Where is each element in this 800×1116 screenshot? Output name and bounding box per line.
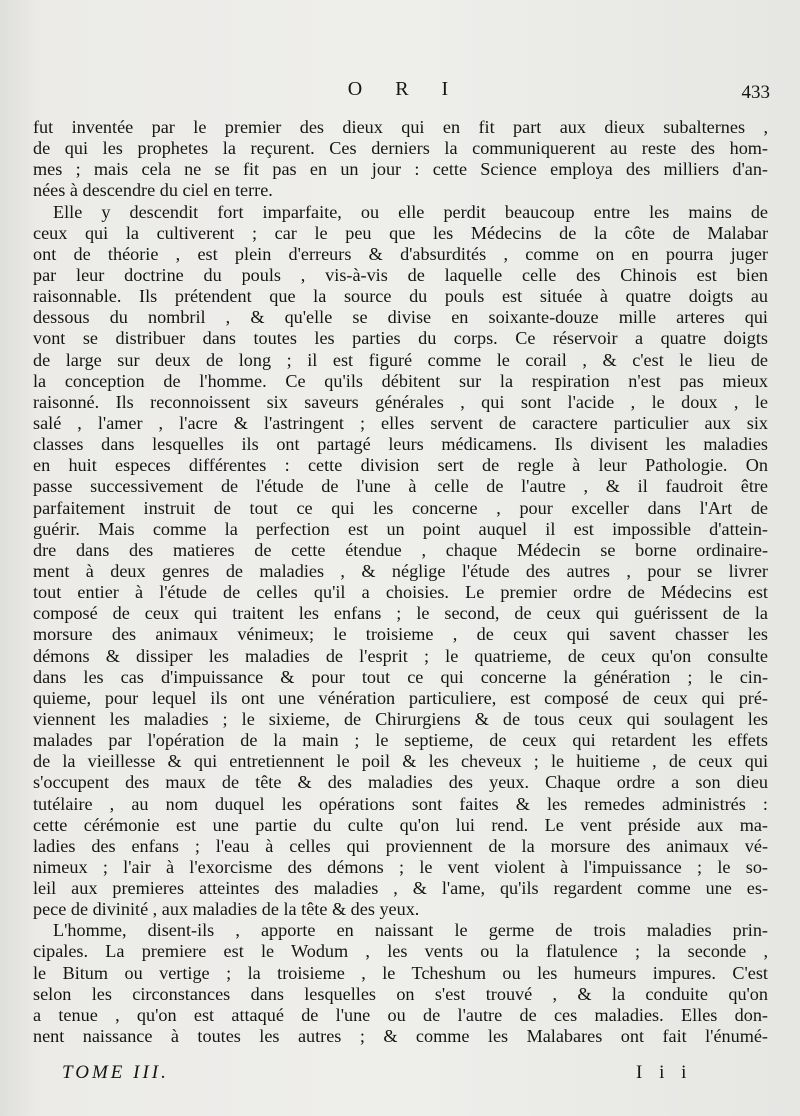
text-line: en huit especes différentes : cette division sert de regle à leur Pathologie. On (33, 455, 768, 476)
text-line: composé de ceux qui traitent les enfans ; le second, de ceux qui guérissent de la (33, 603, 768, 624)
volume-label: TOME III. (62, 1062, 169, 1083)
text-line: de large sur deux de long ; il est figuré comme le corail , & c'est le lieu de (33, 349, 768, 370)
text-line: pece de divinité , aux maladies de la tête & des yeux. (33, 899, 420, 920)
text-line: démons & dissiper les maladies de l'esprit ; le quatrieme, de ceux qu'on consulte (33, 645, 768, 666)
text-line: malades par l'opération de la main ; le septieme, de ceux qui retardent les effets (33, 730, 768, 751)
text-line: ment à deux genres de maladies , & néglige l'étude des autres , pour se livrer (33, 560, 768, 581)
text-line: fut inventée par le premier des dieux qui en fit part aux dieux subalternes , (33, 117, 768, 137)
text-line: nimeux ; l'air à l'exorcisme des démons ; le vent violent à l'impuissance ; le so- (33, 856, 768, 877)
text-line: le Bitum ou vertige ; la troisieme , le Tcheshum ou les humeurs impures. C'est (33, 962, 768, 983)
text-line: guérir. Mais comme la perfection est un point auquel il est impossible d'attein- (33, 518, 768, 539)
running-title: O R I (347, 78, 463, 100)
text-line: a tenue , qu'on est attaqué de l'une ou de l'autre de ces maladies. Elles don- (33, 1004, 768, 1025)
page-footer (0, 1062, 800, 1092)
text-line: L'homme, disent-ils , apporte en naissant le germe de trois maladies prin- (53, 920, 768, 941)
text-line: vont se distribuer dans toutes les parties du corps. Ce réservoir a quatre doigts (33, 328, 768, 349)
text-line: parfaitement instruit de tout ce qui les concerne , pour exceller dans l'Art de (33, 497, 768, 518)
text-line: cipales. La premiere est le Wodum , les vents ou la flatulence ; la seconde , (33, 941, 768, 962)
page-number: 433 (741, 82, 770, 103)
text-line: dessous du nombril , & qu'elle se divise en soixante-douze mille arteres qui (33, 307, 768, 328)
text-line: tout entier à l'étude de celles qu'il a choisies. Le premier ordre de Médecins est (33, 582, 768, 603)
page-header (0, 74, 800, 104)
text-line: raisonnable. Ils prétendent que la source du pouls est située à quatre doigts au (33, 286, 768, 307)
text-line: leil aux premieres atteintes des maladies , & l'ame, qu'ils regardent comme une es- (33, 878, 768, 899)
text-line: viennent les maladies ; le sixieme, de Chirurgiens & de tous ceux qui soulagent les (33, 708, 768, 729)
text-line: tutélaire , au nom duquel les opérations sont faites & les remedes administrés : (33, 793, 768, 814)
text-line: de la vieillesse & qui entretiennent le poil & les cheveux ; le huitieme , de ceux qui (33, 751, 768, 772)
text-line: par leur doctrine du pouls , vis-à-vis de laquelle celle des Chinois est bien (33, 264, 768, 285)
text-line: ladies des enfans ; l'eau à celles qui proviennent de la morsure des animaux vé- (33, 835, 768, 856)
text-line: mes ; mais cela ne se fit pas en un jour : cette Science employa des milliers d'an- (33, 159, 768, 180)
text-line: la conception de l'homme. Ce qu'ils débitent sur la respiration n'est pas mieux (33, 370, 768, 391)
text-line: Elle y descendit fort imparfaite, ou elle perdit beaucoup entre les mains de (53, 201, 768, 222)
text-line: ceux qui la cultiverent ; car le peu que les Médecins de la côte de Malabar (33, 222, 768, 243)
text-line: ont de théorie , est plein d'erreurs & d'absurdités , comme on en pourra juger (33, 243, 768, 264)
signature-mark: I i i (636, 1062, 693, 1083)
text-line: dans les cas d'impuissance & pour tout ce qui concerne la génération ; le cin- (33, 666, 768, 687)
body-text (33, 117, 768, 1047)
text-line: raisonné. Ils reconnoissent six saveurs générales , qui sont l'acide , le doux , le (33, 391, 768, 412)
text-line: classes dans lesquelles ils ont partagé leurs médicamens. Ils divisent les maladies (33, 434, 768, 455)
text-line: quieme, pour lequel ils ont une vénération particuliere, est composé de ceux qui pré- (33, 687, 768, 708)
text-line: cette cérémonie est une partie du culte qu'on lui rend. Le vent préside aux ma- (33, 814, 768, 835)
text-line: selon les circonstances dans lesquelles on s'est trouvé , & la conduite qu'on (33, 983, 768, 1004)
text-line: nées à descendre du ciel en terre. (33, 180, 273, 201)
text-line: s'occupent des maux de tête & des maladies des yeux. Chaque ordre a son dieu (33, 772, 768, 793)
text-line: passe successivement de l'étude de l'une à celle de l'autre , & il faudroit être (33, 476, 768, 497)
text-line: nent naissance à toutes les autres ; & comme les Malabares ont fait l'énumé- (33, 1026, 768, 1047)
text-line: morsure des animaux vénimeux; le troisieme , de ceux qui savent chasser les (33, 624, 768, 645)
text-line: de qui les prophetes la reçurent. Ces derniers la communiquerent au reste des hom- (33, 138, 768, 159)
text-line: dre dans des matieres de cette étendue , chaque Médecin se borne ordinaire- (33, 539, 768, 560)
text-line: salé , l'amer , l'acre & l'astringent ; elles servent de caractere particulier aux six (33, 412, 768, 433)
